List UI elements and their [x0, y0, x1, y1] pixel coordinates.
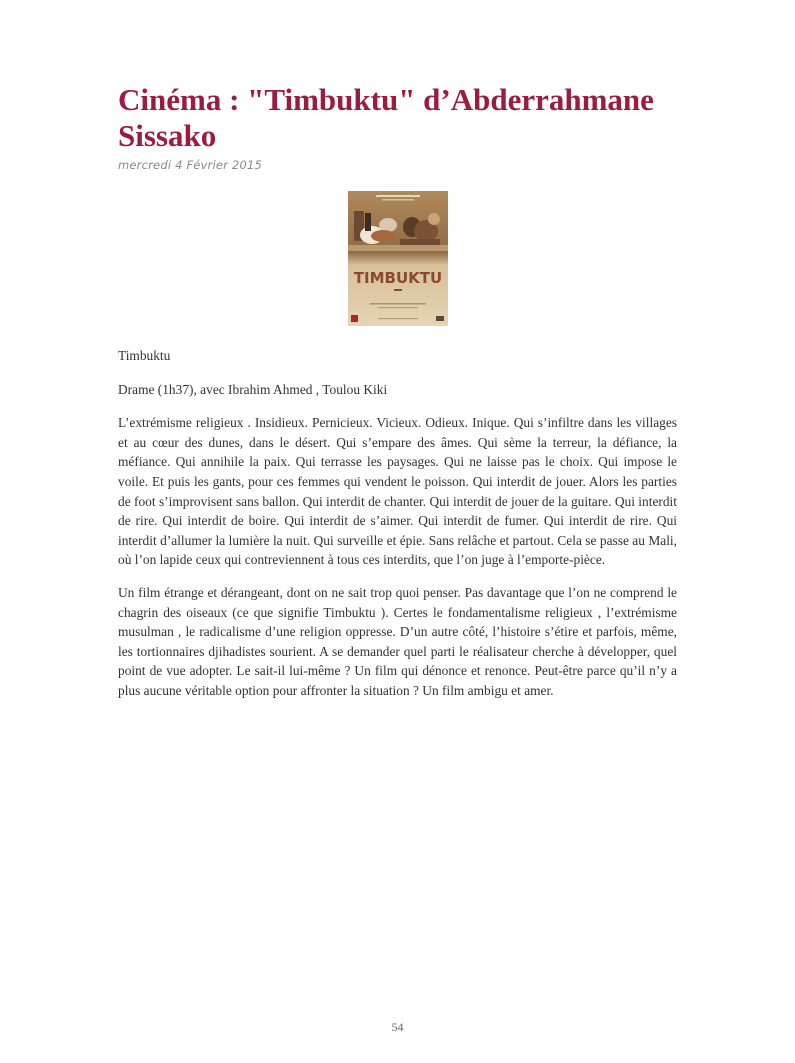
article-body — [118, 346, 677, 714]
film-poster-image — [348, 191, 448, 326]
article-title: Cinéma : "Timbuktu" d’Abderrahmane Sissako — [118, 82, 654, 153]
poster-title: TIMBUKTU — [353, 269, 443, 287]
article-date: mercredi 4 Février 2015 — [118, 158, 262, 172]
film-name: Timbuktu — [118, 348, 171, 363]
page-number: 54 — [391, 1020, 404, 1034]
article-paragraph: Un film étrange et dérangeant, dont on ne sait trop quoi penser. Pas davantage que l’on ne comprend le chagrin des oiseaux (ce que signifie Timbuktu ). Certes le fondamentalisme religieux , l’extrémisme musulman , le radicalisme d’une religion oppresse. D’un autre côté, l’histoire s’étire et parfois, même, les tortionnaires djihadistes sourient. A se demander quel parti le réalisateur cherche à développer, quel point de vue adopter. Le sait-il lui-même ? Un film qui dénonce et renonce. Peut-être parce qu’il n’y a plus aucune véritable option pour affronter la situation ? Un film ambigu et amer. — [118, 584, 677, 698]
film-info: Drame (1h37), avec Ibrahim Ahmed , Toulou Kiki — [118, 381, 388, 397]
article-paragraph: L’extrémisme religieux . Insidieux. Pernicieux. Vicieux. Odieux. Inique. Qui s’infiltre dans les villages et au cœur des dunes, dans le désert. Qui s’empare des âmes. Qui sème la terreur, la défiance, la méfiance. Qui annihile la paix. Qui terrasse les paysages. Qui ne laisse pas le choix. Qui impose le voile. Et puis les gants, pour ces femmes qui vendent le poisson. Qui interdit de jouer. Alors les parties de foot s’improvisent sans ballon. Qui interdit de chanter. Qui interdit de jouer de la guitare. Qui interdit de rire. Qui interdit de boire. Qui interdit de s’aimer. Qui interdit de fumer. Qui interdit de rire. Qui interdit d’allumer la lumière la nuit. Qui surveille et épie. Sans relâche et partout. Cela se passe au Mali, où l’on lapide ceux qui contreviennent à tous ces interdits, que l’on juge à l’emporte-pièce. — [118, 415, 677, 568]
